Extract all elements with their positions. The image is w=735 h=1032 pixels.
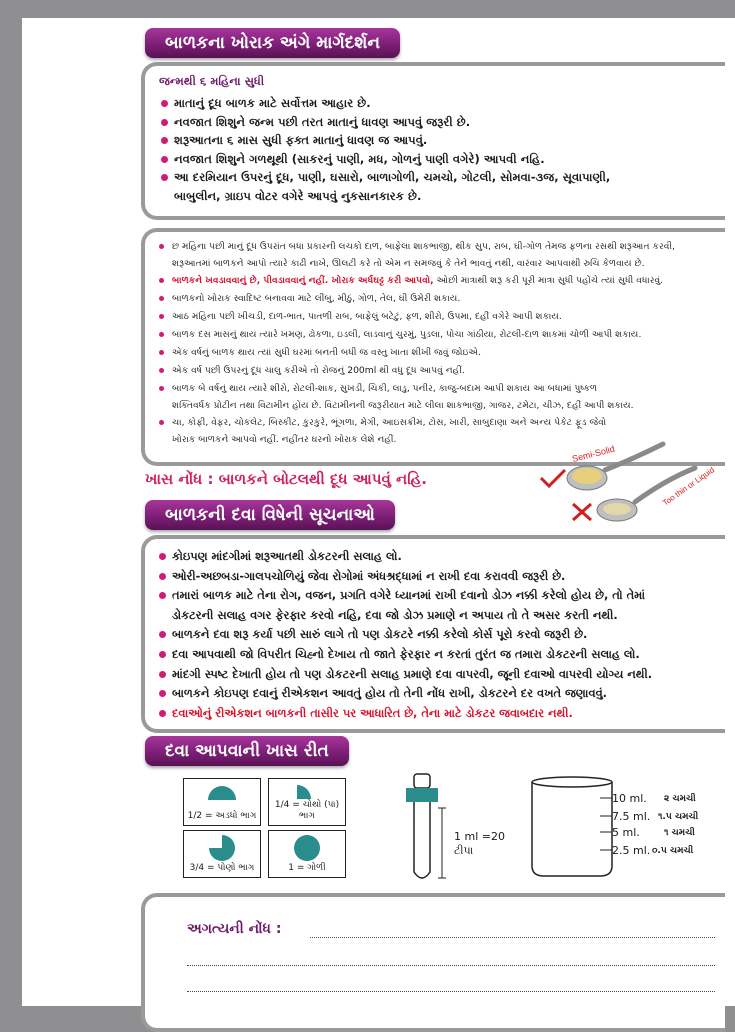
three-quarter-tablet-box <box>183 830 261 878</box>
full-tablet-box <box>268 830 346 878</box>
list-item: બાળક દસ માસનું થાય ત્યારે ખમણ, ઢોકળા, ઇડલી, લાડવાનું ચુરમું, પુડલા, પોચા ગાંઠીયા, રોટલી-દાળ શાકમાં ચોળી આપી શકાય. <box>157 326 722 344</box>
list-item: ઓરી-અછબડા-ગાલપચોળિયું જેવા રોગોમાં અંધશ્રદ્ધામાં ન રાખી દવા કરાવવી જરૂરી છે. <box>157 567 723 587</box>
spoon-measure-1-5: ૧.૫ ચમચી <box>658 812 699 822</box>
half-tablet-icon <box>204 782 240 804</box>
birth-to-six-months-box <box>141 62 725 220</box>
list-item: કોઇપણ માંદગીમાં શરૂઆતથી ડોકટરની સલાહ લો. <box>157 547 723 567</box>
full-tablet-icon <box>289 833 325 863</box>
list-item: બાળકને કોઇપણ દવાનું રીએકશન આવતું હોય તો તેની નોંધ રાખી, ડોકટરને દર વખતે જણાવવું. <box>157 684 723 704</box>
full-tablet-label: 1 = ગોળી <box>288 863 326 873</box>
special-note <box>145 470 427 488</box>
note-line <box>187 991 715 992</box>
spoon-measure-2: ૨ ચમચી <box>664 794 696 804</box>
spoon-measure-0-5: ૦.૫ ચમચી <box>652 846 694 856</box>
list-item: બાળકનો ખોરાક સ્વાદિષ્ટ બનાવવા માટે લીંબુ, મીઠું, ગોળ, તેલ, ઘી ઉમેરી શકાય. <box>157 290 722 308</box>
box3-list <box>157 547 723 723</box>
beaker-mark-5: 5 ml. <box>612 826 640 839</box>
liquid-label: Too thin or Liquid <box>660 465 717 508</box>
list-item: દવાઓનું રીએકશન બાળકની તાસીર પર આધારિત છે, તેના માટે ડોકટર જવાબદાર નથી. <box>157 704 723 724</box>
list-item: બાળકને ખવડાવવાનું છે, પીવડાવવાનું નહીં. ખોરાક અર્ધઘટ્ટ કરી આપવો, ઓછી માત્રાથી શરૂ કરી પૂરી માત્રા સુધી પહોંચે ત્યાં સુધી વધારવું. <box>157 272 722 290</box>
list-item: ચા, કોફી, વેફર, ચોકલેટ, બિસ્કીટ, કુરકુરે, ભૂંગળા, મેગી, આઇસક્રીમ, ટોસ, ખારી, સાબુદાણા અને અન્ય પેકેટ ફૂડ જેવો ખોરાક બાળકને આપવો નહીં. નહીંતર ઘરનો ખોરાક લેશે નહીં. <box>157 414 722 448</box>
after-six-months-box <box>141 228 725 466</box>
list-item: એક વર્ષનું બાળક થાય ત્યાં સુધી ઘરમાં બનતી બધી જ વસ્તુ ખાતા શીખી જવું જોઇએ. <box>157 344 722 362</box>
three-quarter-tablet-label: 3/4 = પોણો ભાગ <box>189 863 255 873</box>
list-item: આઠ મહિના પછી ખીચડી, દાળ-ભાત, પાતળી રાબ, બાફેલું બટેટું, ફળ, શીરો, ઉપમા, દહીં વગેરે આપી શકાય. <box>157 308 722 326</box>
spoon-measure-1: ૧ ચમચી <box>664 828 695 838</box>
list-item: છ મહિના પછી માનું દૂધ ઉપરાંત બધા પ્રકારની લચકો દાળ, બાફેલા શાકભાજી, થીક સુપ, રાબ, ઘી-ગોળ તેમજ ફળના રસથી શરૂઆત કરવી, શરૂઆતમાં બાળકને આપો ત્યારે કાઢી નાખે, ઊલટી કરે તો એમ ન સમજવું કે તેને ભાવતું નથી, વારંવાર આપવાથી રુચિ કેળવાય છે. <box>157 238 722 272</box>
spoon-illustration <box>535 440 725 530</box>
medicine-instructions-box <box>141 535 725 733</box>
method-title: દવા આપવાની ખાસ રીત <box>165 741 329 761</box>
beaker-mark-2-5: 2.5 ml. <box>612 844 651 857</box>
note-line <box>187 965 715 966</box>
list-item: એક વર્ષ પછી ઉપરનું દૂધ ચાલુ કરીએ તો રોજનું 200ml થી વધુ દૂધ આપવું નહીં. <box>157 362 722 380</box>
quarter-tablet-box <box>268 778 346 826</box>
list-item: નવજાત શિશુને ગળથૂથી (સાકરનું પાણી, મધ, ગોળનું પાણી વગેરે) આપવી નહિ. <box>159 150 719 169</box>
box1-subtitle: જન્મથી ૬ મહિના સુધી <box>159 74 265 88</box>
list-item: શરૂઆતના ૬ માસ સુધી ફક્ત માતાનું ધાવણ જ આપવું. <box>159 131 719 150</box>
list-item: તમારાં બાળક માટે તેના રોગ, વજન, પ્રગતિ વગેરે ધ્યાનમાં રાખી દવાનો ડોઝ નક્કી કરેલો હોય છે, તો તેમાં ડોકટરની સલાહ વગર ફેરફાર કરવો નહિ, દવા જો ડોઝ પ્રમાણે ન અપાય તો તે અસર કરતી નથી. <box>157 586 723 625</box>
beaker-mark-10: 10 ml. <box>612 792 647 805</box>
beaker-icon <box>528 774 618 880</box>
list-item: બાળક બે વર્ષનું થાય ત્યારે શીરો, રોટલી-શાક, સુખડી, ચિકી, લાડુ, પનીર, કાજુ-બદામ આપી શકાય આ બધામાં પુષ્કળ શક્તિવર્ધક પ્રોટીન તથા વિટામીન હોય છે. વિટામીનની જરૂરીયાત માટે લીલા શાકભાજી, ગાજર, ટમેટા, ચીઝ, દહીં આપી શકાય. <box>157 380 722 414</box>
semi-solid-label: Semi-Solid <box>571 443 616 464</box>
cross-mark-icon <box>573 504 591 520</box>
method-banner <box>145 736 349 766</box>
food-guide-banner <box>145 28 400 58</box>
dropper-icon <box>402 772 454 884</box>
special-note-text: બાળકને બોટલથી દૂધ આપવું નહિ. <box>218 470 427 488</box>
list-item: નવજાત શિશુને જન્મ પછી તરત માતાનું ધાવણ આપવું જરૂરી છે. <box>159 113 719 132</box>
list-item: બાળકને દવા શરૂ કર્યા પછી સારું લાગે તો પણ ડોકટરે નક્કી કરેલો કોર્સ પૂરો કરવો જરૂરી છે. <box>157 625 723 645</box>
box1-list <box>159 94 719 205</box>
medicine-title: બાળકની દવા વિષેની સૂચનાઓ <box>165 505 375 525</box>
beaker-mark-7-5: 7.5 ml. <box>612 810 651 823</box>
list-item: આ દરમિયાન ઉપરનું દૂધ, પાણી, ઘસારો, બાળાગોળી, ચમચો, ગોટલી, સોમવા-૩જ, સૂવાપાણી, બાબુલીન, ગ્રાઇપ વોટર વગેરે આપવું નુકસાનકારક છે. <box>159 168 719 205</box>
check-mark-icon <box>541 470 565 486</box>
notes-title: અગત્યની નોંધ : <box>187 921 282 937</box>
notes-box <box>141 893 725 1032</box>
dropper-label: 1 ml =20 ટીપા <box>454 830 505 857</box>
quarter-tablet-label: 1/4 = ચોથો (પા) ભાગ <box>274 800 340 821</box>
list-item: માતાનું દૂધ બાળક માટે સર્વોત્તમ આહાર છે. <box>159 94 719 113</box>
half-tablet-box <box>183 778 261 826</box>
medicine-banner <box>145 500 395 530</box>
box2-list <box>157 238 722 448</box>
note-line <box>310 937 715 938</box>
three-quarter-tablet-icon <box>204 833 240 863</box>
half-tablet-label: 1/2 = અડધો ભાગ <box>187 811 257 821</box>
list-item: દવા આપવાથી જો વિપરીત ચિહ્નો દેખાય તો જાતે ફેરફાર ન કરતાં તુરંત જ તમારા ડોકટરની સલાહ લો. <box>157 645 723 665</box>
food-guide-title: બાળકના ખોરાક અંગે માર્ગદર્શન <box>165 33 381 53</box>
special-note-label: ખાસ નોંધ : <box>145 470 214 488</box>
list-item: માંદગી સ્પષ્ટ દેખાતી હોય તો પણ ડોકટરની સલાહ પ્રમાણે દવા વાપરવી, જૂની દવાઓ વાપરવી યોગ્ય નથી. <box>157 665 723 685</box>
